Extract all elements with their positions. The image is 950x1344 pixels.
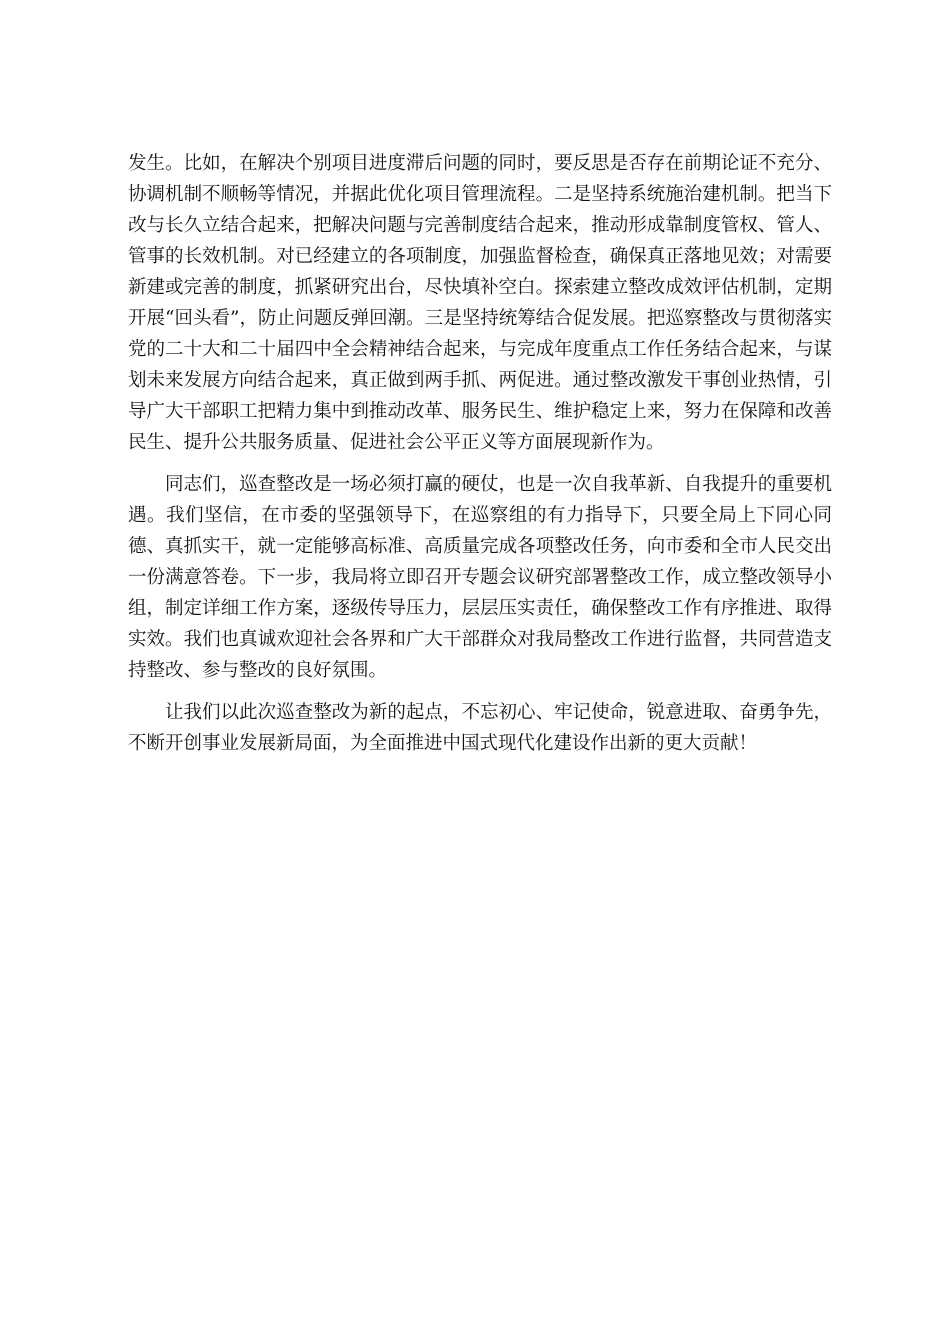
document-body [128,148,832,770]
paragraph-closing: 让我们以此次巡查整改为新的起点，不忘初心、牢记使命，锐意进取、奋勇争先，不断开创事业发展新局面，为全面推进中国式现代化建设作出新的更大贡献！ [128,702,832,754]
paragraph-inspection-rectification: 同志们，巡查整改是一场必须打赢的硬仗，也是一次自我革新、自我提升的重要机遇。我们坚信，在市委的坚强领导下，在巡察组的有力指导下，只要全局上下同心同德、真抓实干，就一定能够高标准、高质量完成各项整改任务，向市委和全市人民交出一份满意答卷。下一步，我局将立即召开专题会议研究部署整改工作，成立整改领导小组，制定详细工作方案，逐级传导压力，层层压实责任，确保整改工作有序推进、取得实效。我们也真诚欢迎社会各界和广大干部群众对我局整改工作进行监督，共同营造支持整改、参与整改的良好氛围。 [128,474,832,681]
paragraph-continuation: 发生。比如，在解决个别项目进度滞后问题的同时，要反思是否存在前期论证不充分、协调机制不顺畅等情况，并据此优化项目管理流程。二是坚持系统施治建机制。把当下改与长久立结合起来，把解决问题与完善制度结合起来，推动形成靠制度管权、管人、管事的长效机制。对已经建立的各项制度，加强监督检查，确保真正落地见效；对需要新建或完善的制度，抓紧研究出台，尽快填补空白。探索建立整改成效评估机制，定期开展“回头看”，防止问题反弹回潮。三是坚持统筹结合促发展。把巡察整改与贯彻落实党的二十大和二十届四中全会精神结合起来，与完成年度重点工作任务结合起来，与谋划未来发展方向结合起来，真正做到两手抓、两促进。通过整改激发干事创业热情，引导广大干部职工把精力集中到推动改革、服务民生、维护稳定上来，努力在保障和改善民生、提升公共服务质量、促进社会公平正义等方面展现新作为。 [128,153,832,453]
